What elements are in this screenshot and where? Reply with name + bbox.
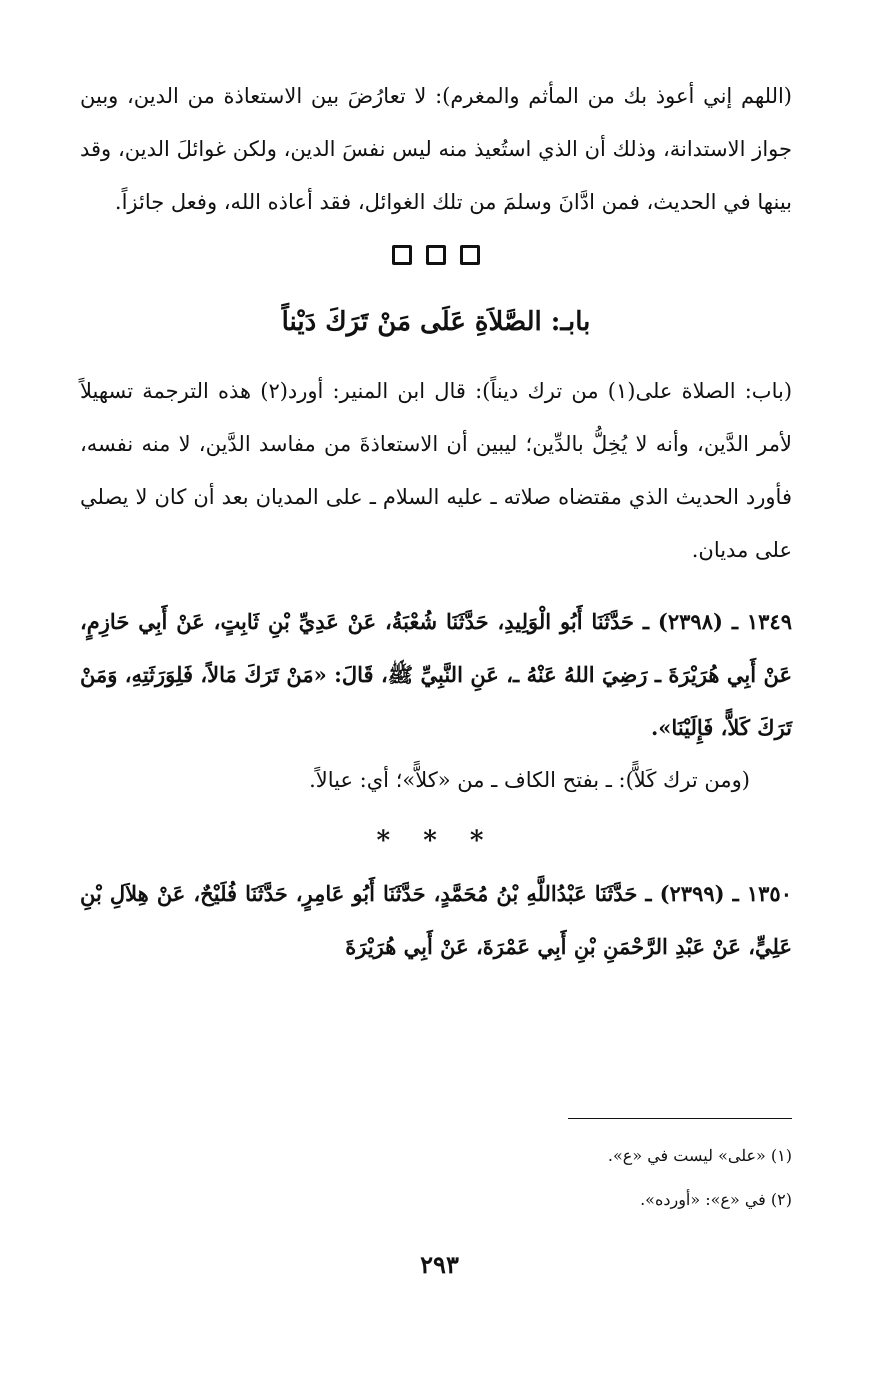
hadith-1350: ١٣٥٠ ـ (٢٣٩٩) ـ حَدَّثَنَا عَبْدُاللَّهِ بْنُ مُحَمَّدٍ، حَدَّثَنَا أَبُو عَامِرٍ، حَدَّثَنَا فُلَيْحٌ، عَنْ هِلاَلِ بْنِ عَلِيٍّ، عَنْ عَبْدِ الرَّحْمَنِ بْنِ أَبِي عَمْرَةَ، عَنْ أَبِي هُرَيْرَةَ — [80, 881, 792, 959]
chapter-heading: بابـ: الصَّلاَةِ عَلَى مَنْ تَرَكَ دَيْناً — [281, 307, 591, 337]
commentary-kalla: (ومن ترك كَلاًّ): ـ بفتح الكاف ـ من «كلاًّ»؛ أي: عيالاً. — [309, 768, 750, 792]
footnotes — [80, 1134, 792, 1222]
commentary-paragraph: (باب: الصلاة على(١) من ترك ديناً): قال ابن المنير: أورد(٢) هذه الترجمة تسهيلاً لأمر الدَّين، وأنه لا يُخِلُّ بالدِّين؛ ليبين أن الاستعاذةَ من مفاسد الدَّين، لا منه نفسه، فأورد الحديث الذي مقتضاه صلاته ـ عليه السلام ـ على المديان بعد أن كان لا يصلي على مديان. — [80, 379, 793, 562]
hadith-1349: ١٣٤٩ ـ (٢٣٩٨) ـ حَدَّثَنَا أَبُو الْوَلِيدِ، حَدَّثَنَا شُعْبَةُ، عَنْ عَدِيِّ بْنِ ثَابِتٍ، عَنْ أَبِي حَازِمٍ، عَنْ أَبِي هُرَيْرَةَ ـ رَضِيَ اللهُ عَنْهُ ـ، عَنِ النَّبِيِّ ﷺ، قَالَ: «مَنْ تَرَكَ مَالاً، فَلِوَرَثَتِهِ، وَمَنْ تَرَكَ كَلاًّ، فَإِلَيْنَا». — [80, 609, 792, 740]
footnote-rule — [568, 1118, 792, 1119]
separator-stars: * * * — [376, 826, 496, 856]
separator-square — [392, 245, 412, 265]
intro-paragraph: (اللهم إني أعوذ بك من المأثم والمغرم): لا تعارُضَ بين الاستعاذة من الدين، وبين جواز الاستدانة، وذلك أن الذي استُعيذ منه ليس نفسَ الدين، ولكن غوائلَ الدين، وقد بينها في الحديث، فمن ادَّانَ وسلمَ من تلك الغوائل، فقد أعاذه الله، وفعل جائزاً. — [80, 84, 792, 214]
page-body — [80, 70, 792, 973]
separator-square — [460, 245, 480, 265]
section-separator — [80, 235, 792, 275]
footnote-2: (٢) في «ع»: «أورده». — [640, 1190, 792, 1209]
page-number: ٢٩٣ — [420, 1250, 459, 1279]
footnote-1: (١) «على» ليست في «ع». — [607, 1146, 792, 1165]
separator-square — [426, 245, 446, 265]
